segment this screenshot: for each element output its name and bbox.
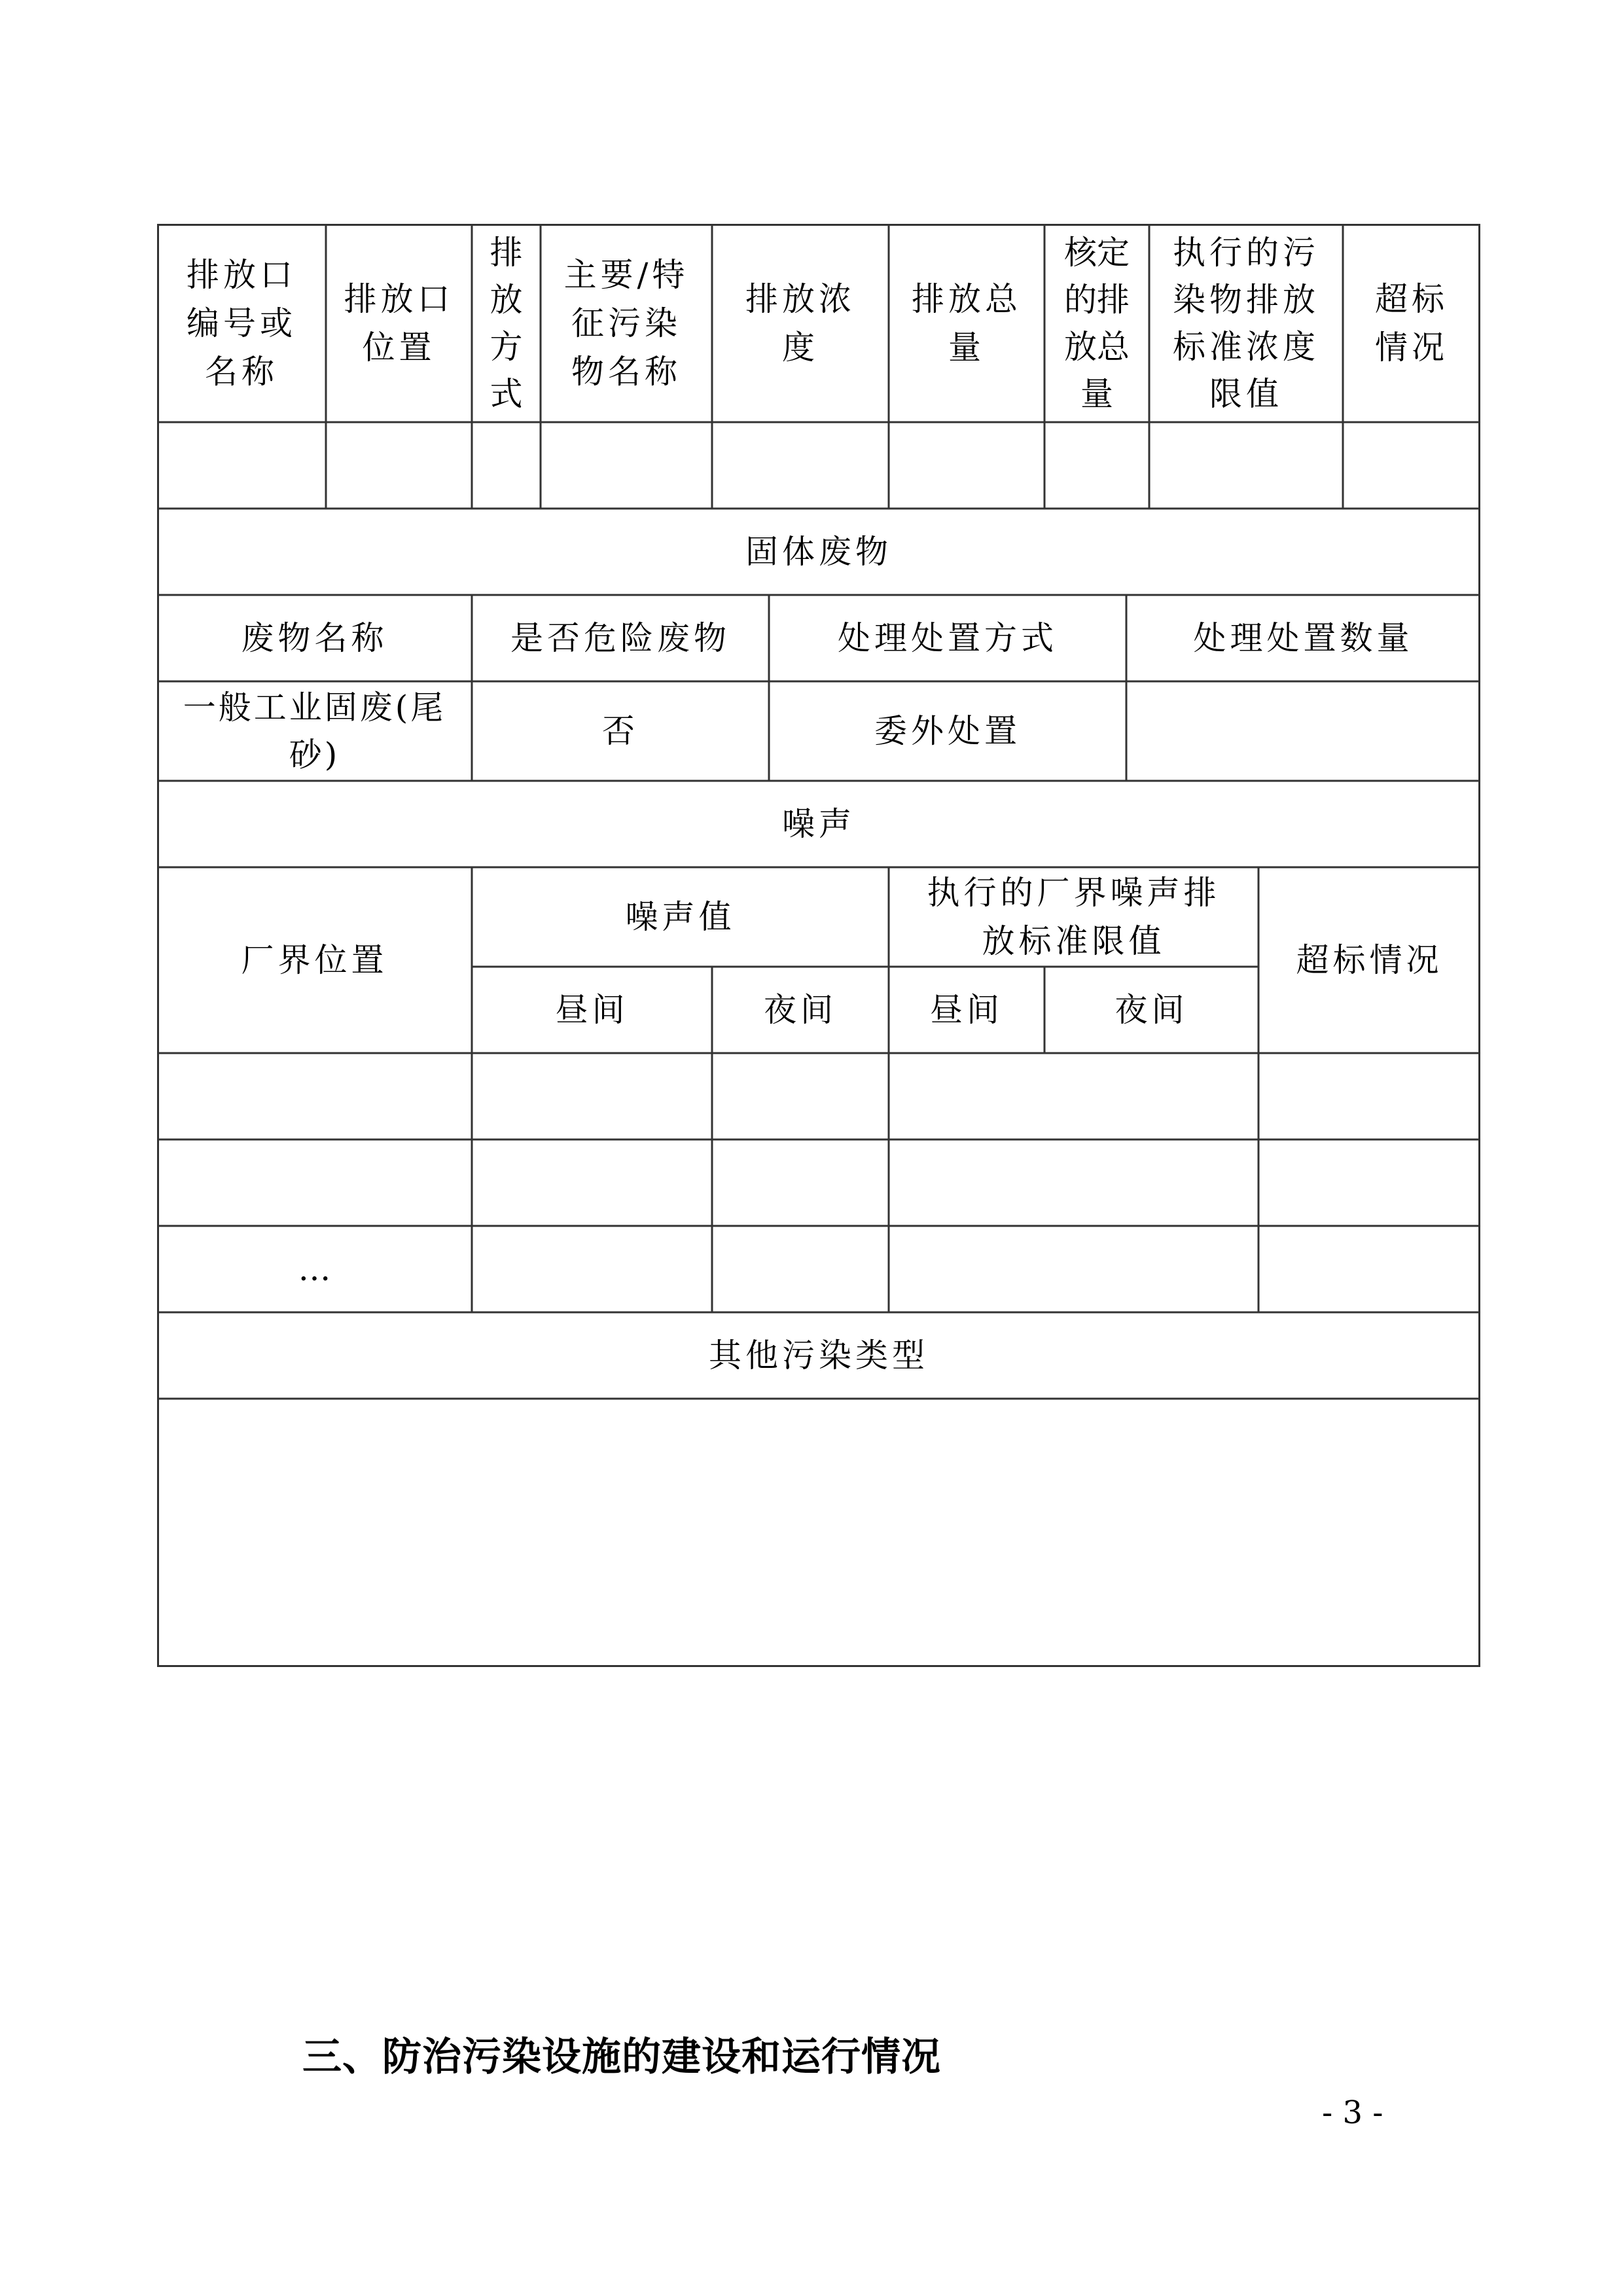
header-value-night: 夜间 [764, 991, 837, 1029]
section-title-solid-waste: 固体废物 [745, 533, 892, 571]
emission-cell[interactable] [712, 422, 889, 509]
header-pollutant-name: 主要/特 征污染 物名称 [563, 255, 689, 391]
emission-cell[interactable] [472, 422, 541, 509]
header-limit-night: 夜间 [1115, 991, 1188, 1029]
noise-cell[interactable] [472, 1139, 712, 1226]
other-content-area[interactable] [157, 1399, 1480, 1667]
header-noise-value: 噪声值 [625, 898, 736, 936]
header-exceedance: 超标 情况 [1375, 279, 1448, 367]
noise-cell[interactable] [157, 1139, 472, 1226]
page-number: - 3 - [1322, 2094, 1383, 2131]
header-value-day: 昼间 [555, 991, 629, 1029]
header-disposal-method: 处理处置方式 [838, 619, 1058, 657]
emission-cell[interactable] [1044, 422, 1149, 509]
emission-cell[interactable] [326, 422, 472, 509]
noise-ellipsis-cell[interactable]: … [298, 1250, 331, 1288]
header-discharge-method: 排 放 方 式 [490, 233, 523, 413]
noise-cell[interactable] [889, 1053, 1258, 1139]
pollution-table [157, 224, 1480, 1667]
header-noise-exceedance: 超标情况 [1296, 941, 1443, 979]
noise-cell[interactable] [472, 1053, 712, 1139]
header-standard-limit: 执行的污 染物排放 标准浓度 限值 [1173, 233, 1319, 413]
noise-cell[interactable] [1258, 1139, 1480, 1226]
header-noise-limit: 执行的厂界噪声排 放标准限值 [927, 874, 1221, 960]
emission-cell[interactable] [1343, 422, 1480, 509]
noise-cell[interactable] [1258, 1053, 1480, 1139]
noise-cell[interactable] [157, 1053, 472, 1139]
header-outlet-location: 排放口 位置 [344, 279, 454, 367]
noise-cell[interactable] [712, 1053, 889, 1139]
noise-cell[interactable] [472, 1226, 712, 1312]
noise-cell[interactable] [1258, 1226, 1480, 1312]
header-disposal-quantity: 处理处置数量 [1193, 619, 1414, 657]
emission-cell[interactable] [157, 422, 326, 509]
disposal-quantity-cell[interactable] [1126, 681, 1480, 781]
noise-cell[interactable] [889, 1226, 1258, 1312]
waste-name-cell[interactable]: 一般工业固废(尾 砂) [183, 689, 446, 774]
header-approved-total: 核定 的排 放总 量 [1064, 233, 1130, 413]
header-is-hazardous: 是否危险废物 [510, 619, 730, 657]
section-title-noise: 噪声 [782, 805, 855, 843]
emission-cell[interactable] [1149, 422, 1343, 509]
noise-cell[interactable] [889, 1139, 1258, 1226]
is-hazardous-cell[interactable]: 否 [602, 712, 639, 750]
emission-cell[interactable] [889, 422, 1044, 509]
header-outlet-id: 排放口 编号或 名称 [187, 255, 296, 391]
emission-cell[interactable] [541, 422, 712, 509]
noise-cell[interactable] [712, 1139, 889, 1226]
header-total-amount: 排放总 量 [912, 279, 1022, 367]
noise-cell[interactable] [712, 1226, 889, 1312]
header-waste-name: 废物名称 [241, 619, 388, 657]
header-boundary-location: 厂界位置 [241, 941, 388, 979]
header-limit-day: 昼间 [930, 991, 1003, 1029]
header-concentration: 排放浓 度 [745, 279, 855, 367]
section-heading: 三、防治污染设施的建设和运行情况 [302, 2034, 941, 2080]
section-title-other: 其他污染类型 [709, 1336, 929, 1374]
disposal-method-cell[interactable]: 委外处置 [874, 712, 1021, 750]
